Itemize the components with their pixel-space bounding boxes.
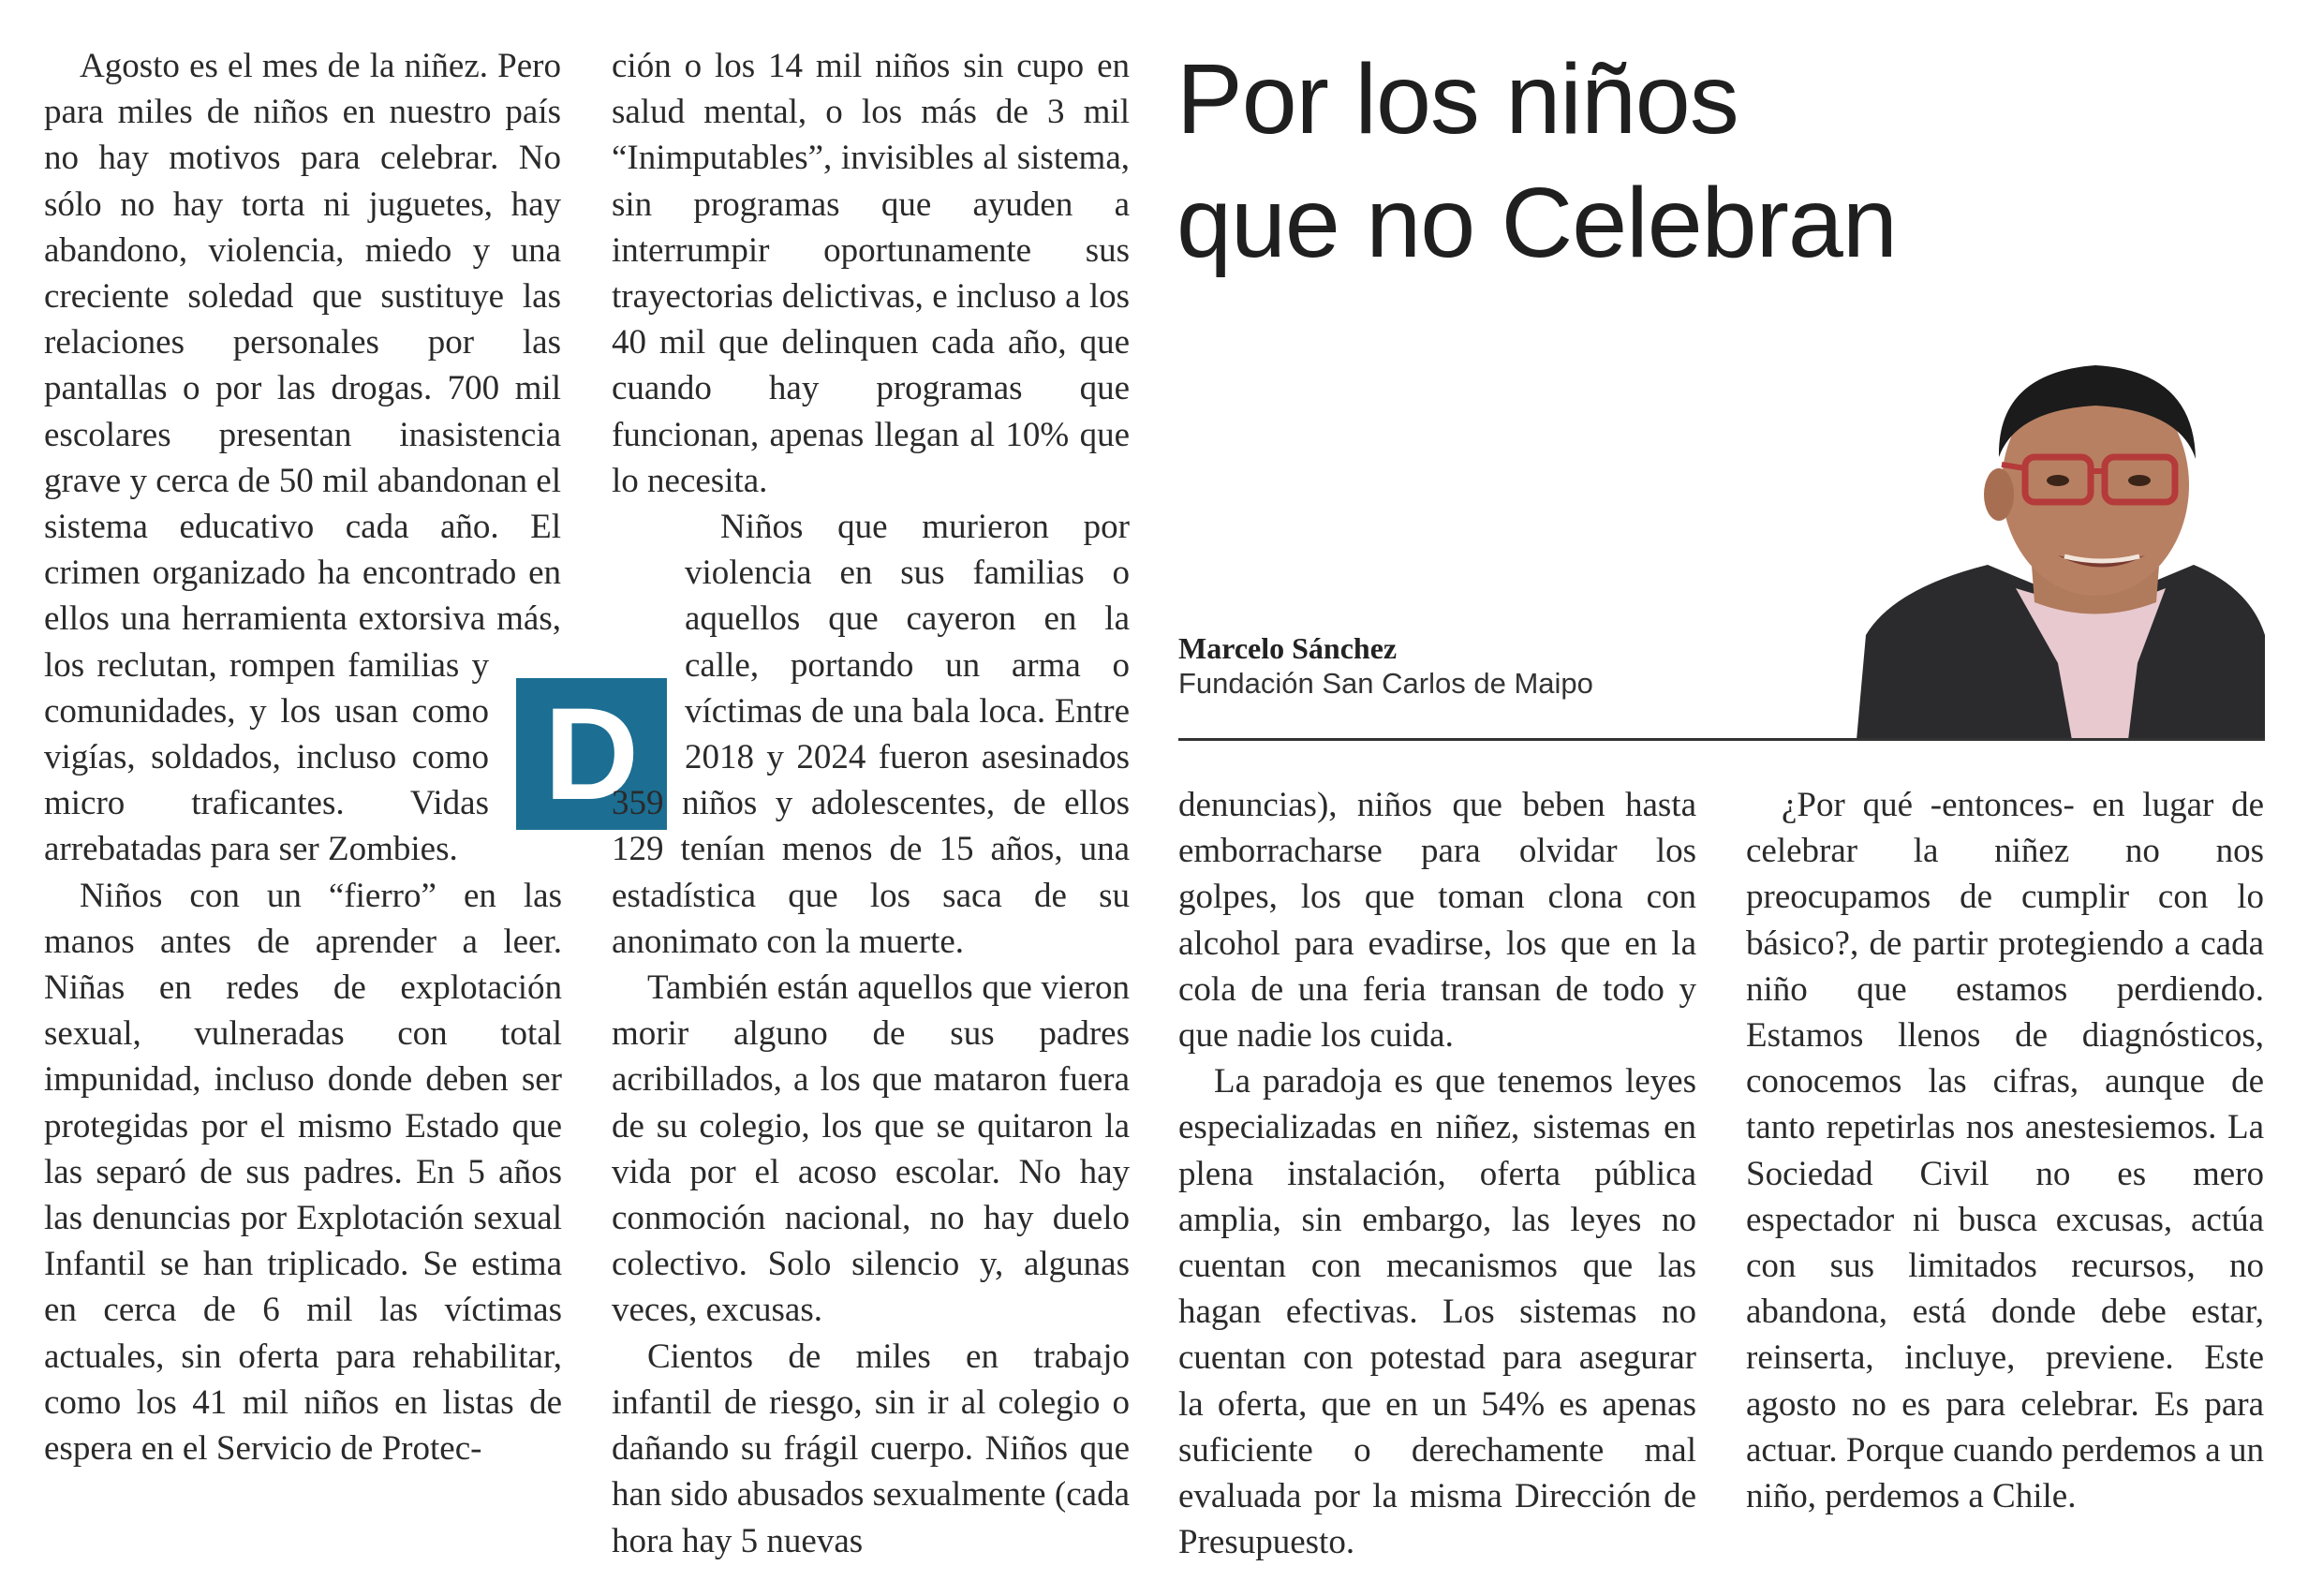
paragraph: denuncias), niños que beben hasta emborracharse para olvidar los golpes, los que toman clona con alcohol para evadirse, los que en la cola de una feria transan de todo y que nadie los cuida. (1178, 786, 1696, 1056)
paragraph: Agosto es el mes de la niñez. Pero para miles de niños en nuestro país no hay motivos para celebrar. No sólo no hay torta ni juguetes, hay abandono, violencia, miedo y una creciente soledad que sustituye las relaciones personales por las pantallas o por las drogas. 700 mil escolares presentan inasistencia grave y cerca de 50 mil abandonan el sistema educativo cada año. El crimen organizado ha encontrado en ellos una herramienta extorsiva más, los reclutan, rompen familias y comunidades, y los usan como vigías, soldados, incluso como micro traficantes. Vidas arrebatadas para ser Zombies. (44, 47, 561, 869)
paragraph: Cientos de miles en trabajo infantil de riesgo, sin ir al colegio o dañando su frágil cuerpo. Niños que han sido abusados sexualmente (cada hora hay 5 nuevas (612, 1337, 1130, 1560)
headline-line-1: Por los niños (1176, 44, 1738, 155)
article-column-4 (1746, 782, 2264, 1519)
paragraph: Niños con un “fierro” en las manos antes de aprender a leer. Niñas en redes de explotación sexual, vulneradas con total impunidad, incluso donde deben ser protegidas por el mismo Estado que las separó de sus padres. En 5 años las denuncias por Explotación sexual Infantil se han triplicado. Se estima en cerca de 6 mil las víctimas actuales, sin oferta para rehabilitar, como los 41 mil niños en listas de espera en el Servicio de Protec- (44, 876, 562, 1469)
author-portrait (1857, 354, 2265, 740)
header-divider (1178, 738, 2265, 741)
article-column-3 (1178, 782, 1696, 1565)
paragraph: La paradoja es que tenemos leyes especializadas en niñez, sistemas en plena instalación, oferta pública amplia, sin embargo, las leyes no cuentan con mecanismos que las hagan efectivas. Los sistemas no cuentan con potestad para asegurar la oferta, que en un 54% es apenas suficiente o derechamente mal evaluada por la misma Dirección de Presupuesto. (1178, 1062, 1696, 1562)
paragraph: También están aquellos que vieron morir alguno de sus padres acribillados, a los que mataron fuera de su colegio, los que se quitaron la vida por el acoso escolar. No hay conmoción nacional, no hay duelo colectivo. Solo silencio y, algunas veces, excusas. (612, 968, 1130, 1330)
drop-cap: D (516, 678, 667, 830)
dropcap-spacer (561, 43, 562, 643)
article-headline (1176, 37, 2113, 285)
article-column-1 (44, 43, 562, 1471)
dropcap-spacer (489, 643, 562, 826)
dropcap-spacer (612, 596, 685, 779)
paragraph: ¿Por qué -entonces- en lugar de celebrar la niñez no nos preocupamos de cumplir con lo básico?, de partir protegiendo a cada niño que estamos perdiendo. Estamos llenos de diagnósticos, conocemos las cifras, aunque de tanto repetirlas nos anestesiemos. La Sociedad Civil no es mero espectador ni busca excusas, actúa con sus limitados recursos, no abandona, está donde debe estar, reinserta, incluye, previene. Este agosto no es para celebrar. Es para actuar. Porque cuando perdemos a un niño, perdemos a Chile. (1746, 786, 2264, 1516)
paragraph: Niños que murieron por violencia en sus familias o aquellos que cayeron en la calle, portando un arma o víctimas de una bala loca. Entre 2018 y 2024 fueron asesinados 359 niños y adolescentes, de ellos 129 tenían menos de 15 años, una estadística que los saca de su anonimato con la muerte. (612, 508, 1130, 961)
headline-line-2: que no Celebran (1176, 168, 1897, 278)
author-name: Marcelo Sánchez (1178, 631, 1398, 665)
article-column-2 (612, 43, 1130, 1564)
author-organization: Fundación San Carlos de Maipo (1178, 667, 1593, 700)
paragraph: ción o los 14 mil niños sin cupo en salud mental, o los más de 3 mil “Inimputables”, invisibles al sistema, sin programas que ayuden a interrumpir oportunamente sus trayectorias delictivas, e incluso a los 40 mil que delinquen cada año, que cuando hay programas que funcionan, apenas llegan al 10% que lo necesita. (612, 47, 1130, 500)
